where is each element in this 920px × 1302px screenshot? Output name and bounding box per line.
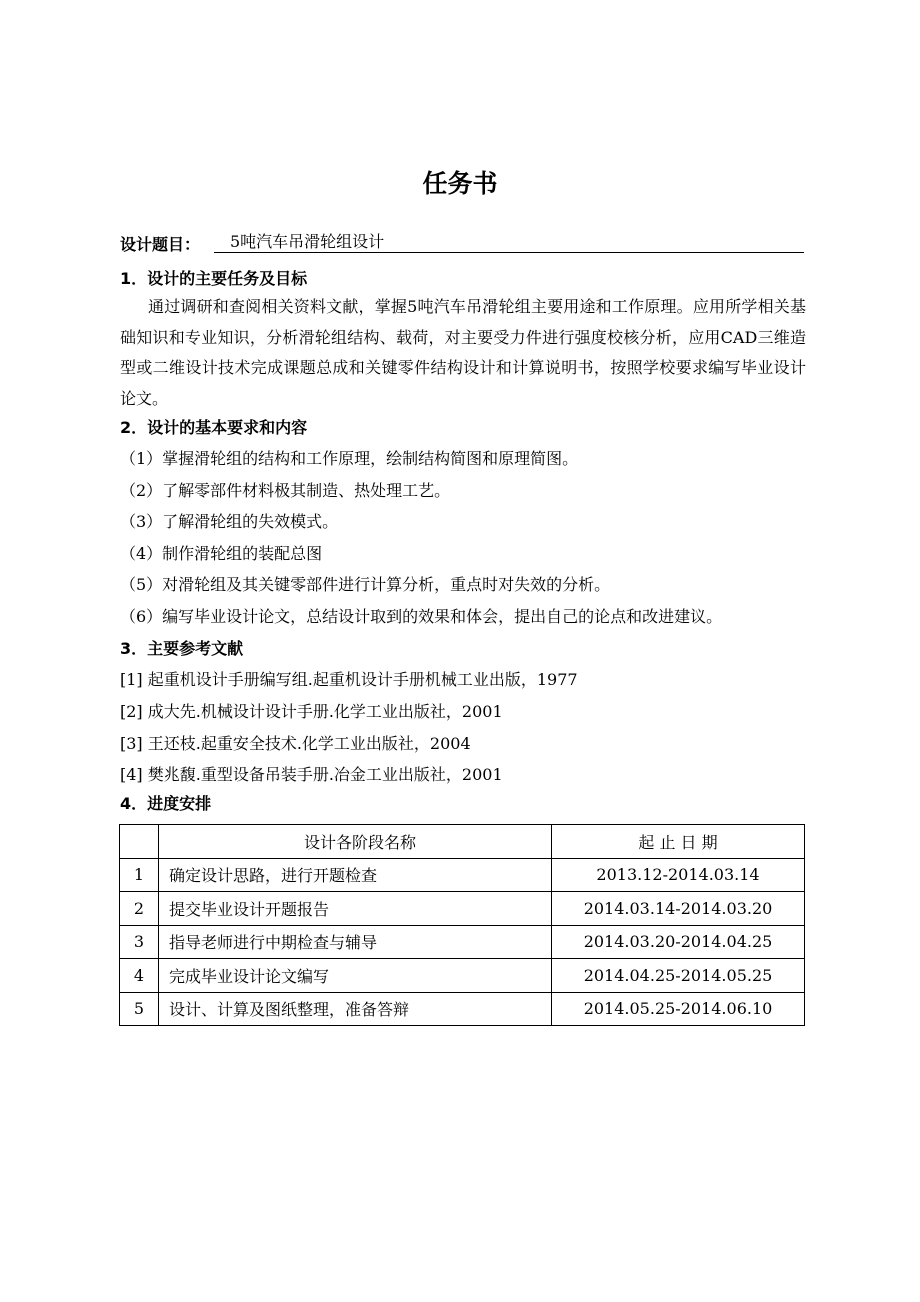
requirement-item: （4）制作滑轮组的装配总图 bbox=[120, 544, 323, 563]
section4-heading: 4．进度安排 bbox=[120, 794, 212, 813]
row-stage: 完成毕业设计论文编写 bbox=[159, 959, 552, 993]
requirement-item: （6）编写毕业设计论文，总结设计取到的效果和体会，提出自己的论点和改进建议。 bbox=[120, 607, 723, 626]
row-date: 2014.05.25-2014.06.10 bbox=[552, 992, 805, 1026]
section1-heading: 1．设计的主要任务及目标 bbox=[120, 269, 308, 288]
table-row bbox=[120, 925, 805, 959]
row-num: 1 bbox=[120, 858, 159, 892]
header-num bbox=[120, 825, 159, 859]
reference-item: [4] 樊兆馥.重型设备吊装手册.冶金工业出版社，2001 bbox=[120, 765, 503, 784]
section1-body: 通过调研和查阅相关资料文献，掌握5吨汽车吊滑轮组主要用途和工作原理。应用所学相关基础知识和专业知识，分析滑轮组结构、载荷，对主要受力件进行强度校核分析，应用CAD三维造型或二维设计技术完成课题总成和关键零件结构设计和计算说明书，按照学校要求编写毕业设计论文。 bbox=[120, 297, 806, 408]
design-topic bbox=[120, 230, 804, 254]
section3-heading: 3．主要参考文献 bbox=[120, 639, 244, 658]
reference-item: [3] 王还枝.起重安全技术.化学工业出版社，2004 bbox=[120, 734, 471, 753]
table-row bbox=[120, 892, 805, 926]
header-date: 起 止 日 期 bbox=[552, 825, 805, 859]
row-date: 2013.12-2014.03.14 bbox=[552, 858, 805, 892]
reference-item: [1] 起重机设计手册编写组.起重机设计手册机械工业出版，1977 bbox=[120, 670, 578, 689]
reference-item: [2] 成大先.机械设计设计手册.化学工业出版社，2001 bbox=[120, 702, 503, 721]
table-row bbox=[120, 959, 805, 993]
row-date: 2014.03.20-2014.04.25 bbox=[552, 925, 805, 959]
row-num: 2 bbox=[120, 892, 159, 926]
row-num: 4 bbox=[120, 959, 159, 993]
table-row bbox=[120, 858, 805, 892]
row-stage: 提交毕业设计开题报告 bbox=[159, 892, 552, 926]
row-stage: 确定设计思路，进行开题检查 bbox=[159, 858, 552, 892]
schedule-table bbox=[119, 824, 805, 1026]
table-row bbox=[120, 992, 805, 1026]
design-topic-label: 设计题目： bbox=[120, 235, 201, 254]
header-stage: 设计各阶段名称 bbox=[159, 825, 552, 859]
section2-heading: 2．设计的基本要求和内容 bbox=[120, 418, 308, 437]
row-date: 2014.04.25-2014.05.25 bbox=[552, 959, 805, 993]
requirement-item: （5）对滑轮组及其关键零部件进行计算分析，重点时对失效的分析。 bbox=[120, 575, 611, 594]
page-title: 任务书 bbox=[422, 169, 498, 198]
requirement-item: （3）了解滑轮组的失效模式。 bbox=[120, 512, 339, 531]
requirement-item: （2）了解零部件材料极其制造、热处理工艺。 bbox=[120, 481, 451, 500]
row-num: 3 bbox=[120, 925, 159, 959]
requirement-item: （1）掌握滑轮组的结构和工作原理，绘制结构简图和原理简图。 bbox=[120, 449, 579, 468]
table-header-row bbox=[120, 825, 805, 859]
row-date: 2014.03.14-2014.03.20 bbox=[552, 892, 805, 926]
design-topic-value: 5吨汽车吊滑轮组设计 bbox=[214, 232, 804, 253]
row-stage: 指导老师进行中期检查与辅导 bbox=[159, 925, 552, 959]
row-stage: 设计、计算及图纸整理，准备答辩 bbox=[159, 992, 552, 1026]
row-num: 5 bbox=[120, 992, 159, 1026]
